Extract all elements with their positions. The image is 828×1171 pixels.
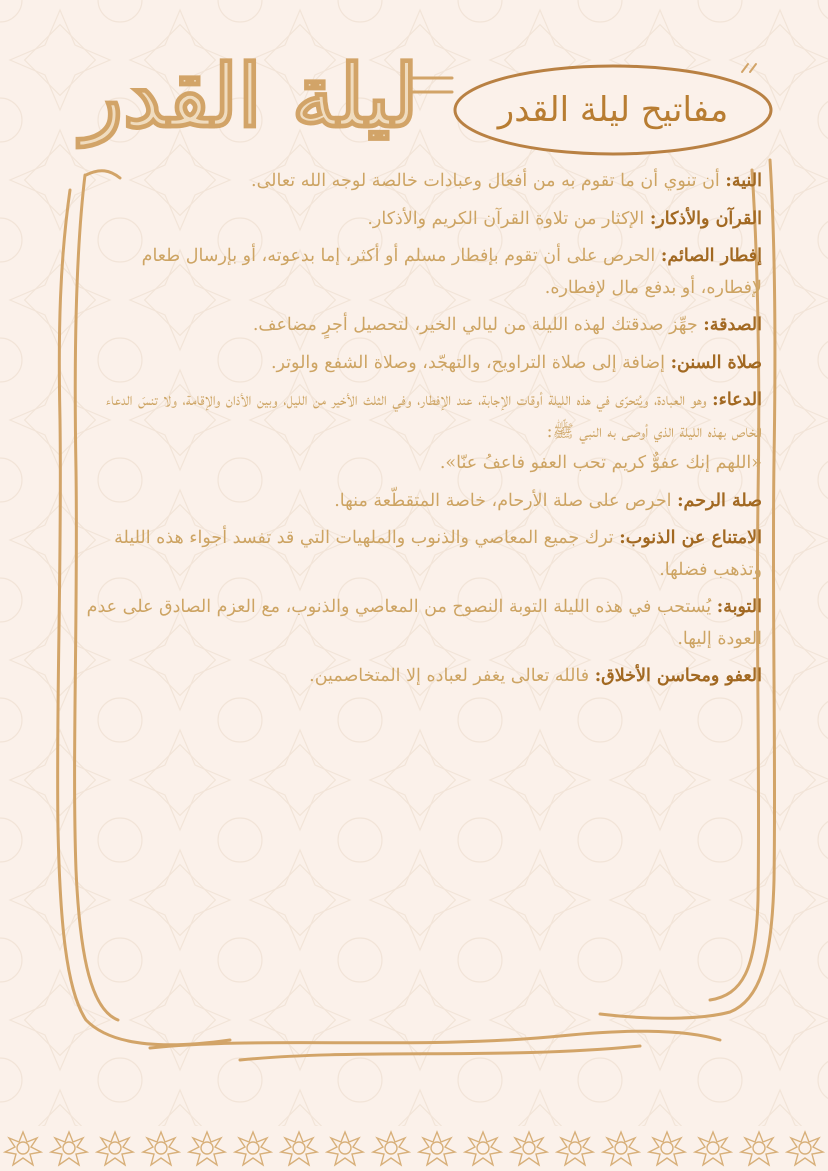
item-term: التوبة: — [716, 597, 762, 617]
list-item — [86, 661, 762, 693]
item-text: ترك جميع المعاصي والذنوب والملهيات التي قد تفسد أجواء هذه الليلة وتذهب فضلها. — [114, 528, 762, 580]
item-term: العفو ومحاسن الأخلاق: — [594, 666, 762, 686]
item-term: الامتناع عن الذنوب: — [619, 528, 762, 548]
dua-quote: «اللهم إنك عفوٌّ كريم تحب العفو فاعفُ عنّا». — [439, 453, 762, 473]
item-text: إضافة إلى صلاة التراويح، والتهجّد، وصلاة الشفع والوتر. — [270, 352, 665, 373]
list-item — [86, 166, 762, 198]
item-text: يُستحب في هذه الليلة التوبة النصوح من المعاصي والذنوب، مع العزم الصادق على عدم العودة إليها. — [86, 597, 762, 649]
item-term: النية: — [725, 171, 762, 191]
list-item — [86, 310, 762, 342]
item-term: صلاة السنن: — [670, 352, 762, 373]
content-list — [86, 166, 762, 699]
item-text: وهو العبادة، ويُتحرّى في هذه الليلة أوقات الإجابة، عند الإفطار، وفي الثلث الأخير من الليل، وبين الأذان والإقامة، ولا تنسَ الدعاء الخاص بهذه الليلة الذي أوصى به النبي ﷺ: — [105, 390, 762, 442]
item-text: فالله تعالى يغفر لعباده إلا المتخاصمين. — [309, 666, 590, 686]
item-term: الدعاء: — [712, 390, 762, 410]
list-item — [86, 592, 762, 655]
list-item — [86, 486, 762, 518]
item-term: القرآن والأذكار: — [649, 208, 762, 229]
item-text: احرص على صلة الأرحام، خاصة المتقطّعة منها. — [334, 490, 672, 511]
item-term: الصدقة: — [703, 315, 762, 335]
item-term: إفطار الصائم: — [660, 246, 762, 266]
list-item — [86, 204, 762, 236]
item-text: أن تنوي أن ما تقوم به من أفعال وعبادات خالصة لوجه الله تعالى. — [251, 171, 720, 191]
list-item — [86, 385, 762, 480]
bottom-ornament-border — [0, 1126, 828, 1171]
page-title: ليلة القدر — [81, 46, 419, 147]
item-text: الحرص على أن تقوم بإفطار مسلم أو أكثر، إما بدعوته، أو بإرسال طعام لإفطاره، أو بدفع مال لإفطاره. — [141, 246, 762, 298]
list-item — [86, 348, 762, 380]
list-item — [86, 241, 762, 304]
item-term: صلة الرحم: — [677, 490, 762, 511]
list-item — [86, 523, 762, 586]
item-text: الإكثار من تلاوة القرآن الكريم والأذكار. — [367, 208, 645, 229]
subtitle: مفاتيح ليلة القدر — [497, 90, 729, 130]
item-text: جهِّز صدقتك لهذه الليلة من ليالي الخير، لتحصيل أجرٍ مضاعف. — [252, 315, 698, 335]
